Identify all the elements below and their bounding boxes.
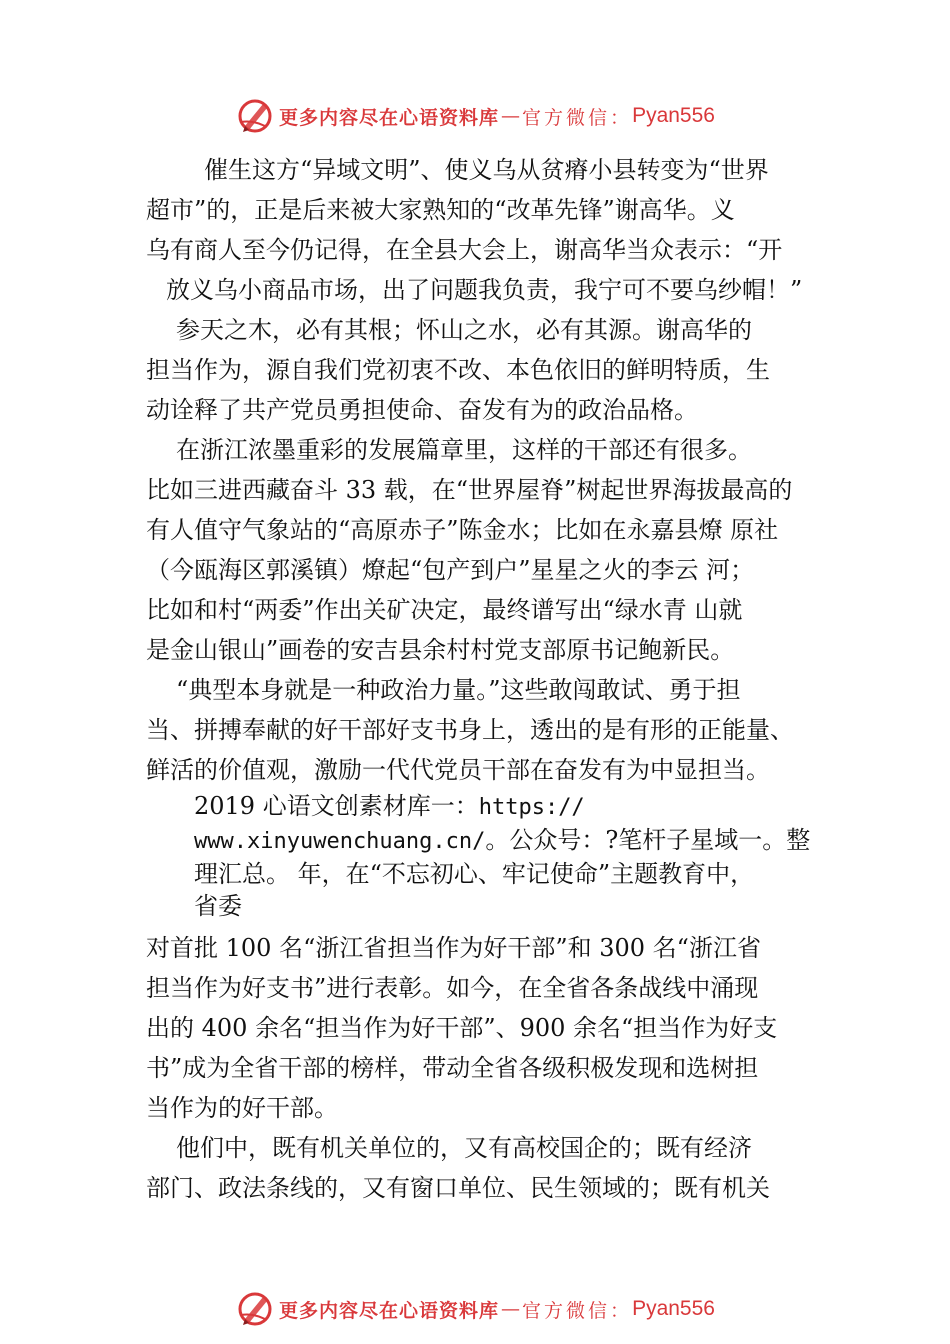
note-url-prefix: https://: [478, 795, 585, 820]
text-line: 出的 400 余名“担当作为好干部”、900 余名“担当作为好支: [146, 1014, 778, 1042]
footer-wechat-id: Pyan556: [632, 1297, 715, 1320]
note-line: [146, 824, 836, 858]
footer-wechat-label: 官方微信：: [522, 1299, 633, 1322]
note-text: 。公众号：?笔杆子星域一。整: [485, 826, 811, 854]
document-body: [146, 150, 836, 1208]
text-line: 乌有商人至今仍记得，在全县大会上，谢高华当众表示：“开: [146, 236, 783, 264]
text-line: 催生这方“异域文明”、使义乌从贫瘠小县转变为“世界: [204, 156, 769, 184]
text-line: 部门、政法条线的，又有窗口单位、民生领域的；既有机关: [146, 1174, 770, 1202]
note-line: 省委: [194, 892, 242, 920]
text-line: 担当作为，源自我们党初衷不改、本色依旧的鲜明特质，生: [146, 356, 770, 384]
text-line: 参天之木，必有其根；怀山之水，必有其源。谢高华的: [176, 316, 752, 344]
text-line: 有人值守气象站的“高原赤子”陈金水；比如在永嘉县燎 原社: [146, 516, 779, 544]
pen-logo-icon: [235, 1289, 275, 1329]
header-wechat-id: Pyan556: [632, 104, 715, 127]
note-line: [146, 790, 836, 824]
header-wechat-label: 官方微信：: [522, 106, 633, 129]
note-url: www.xinyuwenchuang.cn/: [194, 829, 486, 854]
text-line: 比如和村“两委”作出关矿决定，最终谱写出“绿水青 山就: [146, 596, 743, 624]
text-line: （今瓯海区郭溪镇）燎起“包产到户”星星之火的李云 河；: [146, 556, 755, 584]
header-banner: [0, 96, 950, 136]
text-line: 比如三进西藏奋斗 33 载，在“世界屋脊”树起世界海拔最高的: [146, 476, 793, 504]
text-line: 鲜活的价值观，激励一代代党员干部在奋发有为中显担当。: [146, 756, 770, 784]
text-line: 当、拼搏奉献的好干部好支书身上，透出的是有形的正能量、: [146, 716, 794, 744]
header-separator: —: [501, 105, 521, 127]
text-line: 书”成为全省干部的榜样，带动全省各级积极发现和选树担: [146, 1054, 759, 1082]
text-line: 在浙江浓墨重彩的发展篇章里，这样的干部还有很多。: [176, 436, 752, 464]
text-line: 放义乌小商品市场，出了问题我负责，我宁可不要乌纱帽！”: [166, 276, 803, 304]
text-line: 是金山银山”画卷的安吉县余村村党支部原书记鲍新民。: [146, 636, 735, 664]
text-line: “典型本身就是一种政治力量。”这些敢闯敢试、勇于担: [176, 676, 741, 704]
text-line: 超市”的，正是后来被大家熟知的“改革先锋”谢高华。义: [146, 196, 735, 224]
text-line: 担当作为好支书”进行表彰。如今，在全省各条战线中涌现: [146, 974, 759, 1002]
footer-banner: [0, 1289, 950, 1329]
text-line: 当作为的好干部。: [146, 1094, 338, 1122]
header-text: 更多内容尽在心语资料库: [279, 106, 500, 129]
footer-text: 更多内容尽在心语资料库: [279, 1299, 500, 1322]
text-line: 动诠释了共产党员勇担使命、奋发有为的政治品格。: [146, 396, 698, 424]
source-note: [146, 790, 836, 922]
text-line: 对首批 100 名“浙江省担当作为好干部”和 300 名“浙江省: [146, 934, 761, 962]
text-line: 他们中，既有机关单位的，又有高校国企的；既有经济: [176, 1134, 752, 1162]
note-line: 理汇总。 年，在“不忘初心、牢记使命”主题教育中，: [194, 860, 755, 888]
pen-logo-icon: [235, 96, 275, 136]
footer-separator: —: [501, 1298, 521, 1320]
note-text: 2019 心语文创素材库一：: [194, 792, 479, 820]
